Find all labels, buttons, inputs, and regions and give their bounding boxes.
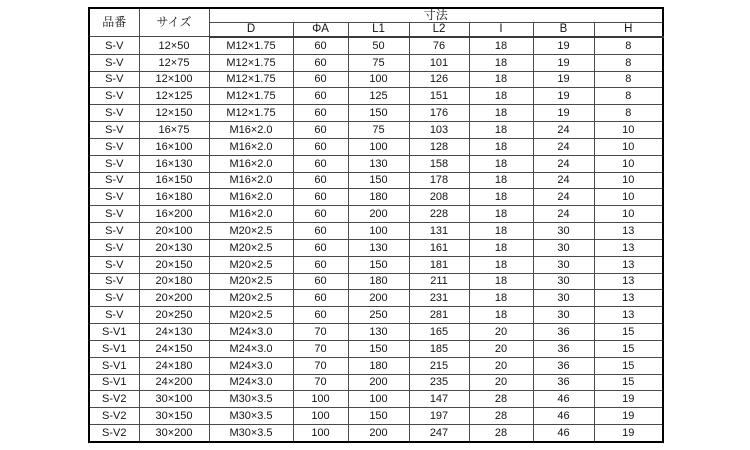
cell: 60 (293, 138, 348, 155)
cell: M20×2.5 (209, 307, 293, 324)
table-row (89, 155, 663, 172)
cell: 130 (348, 239, 409, 256)
cell: S-V (89, 138, 139, 155)
cell: 70 (293, 340, 348, 357)
cell: 13 (594, 239, 663, 256)
cell: 13 (594, 256, 663, 273)
col-header-b: B (533, 23, 594, 37)
cell: 18 (469, 54, 533, 71)
header-row-top (89, 8, 663, 23)
table-row (89, 256, 663, 273)
table-row (89, 223, 663, 240)
table-row (89, 71, 663, 88)
cell: 10 (594, 189, 663, 206)
cell: 30 (533, 290, 594, 307)
cell: 18 (469, 273, 533, 290)
cell: 150 (348, 172, 409, 189)
cell: 19 (533, 54, 594, 71)
cell: M20×2.5 (209, 256, 293, 273)
cell: 24 (533, 189, 594, 206)
cell: 18 (469, 172, 533, 189)
cell: 60 (293, 239, 348, 256)
cell: M30×3.5 (209, 408, 293, 425)
cell: 200 (348, 374, 409, 391)
cell: 16×130 (139, 155, 209, 172)
table-row (89, 408, 663, 425)
cell: 18 (469, 138, 533, 155)
cell: 8 (594, 37, 663, 54)
table-row (89, 54, 663, 71)
cell: 60 (293, 273, 348, 290)
cell: 12×50 (139, 37, 209, 54)
cell: 76 (409, 37, 469, 54)
cell: 18 (469, 256, 533, 273)
cell: 103 (409, 122, 469, 139)
cell: M16×2.0 (209, 138, 293, 155)
cell: 12×75 (139, 54, 209, 71)
cell: 18 (469, 223, 533, 240)
cell: 18 (469, 37, 533, 54)
spec-table (88, 7, 664, 443)
cell: 20×180 (139, 273, 209, 290)
table-row (89, 37, 663, 54)
table-row (89, 307, 663, 324)
cell: M20×2.5 (209, 273, 293, 290)
cell: 19 (594, 425, 663, 442)
cell: 20×200 (139, 290, 209, 307)
cell: 100 (293, 391, 348, 408)
cell: 100 (348, 391, 409, 408)
table-header (89, 8, 663, 37)
cell: 20×130 (139, 239, 209, 256)
cell: 30 (533, 223, 594, 240)
cell: 60 (293, 206, 348, 223)
col-header-dimensions-group: 寸法 (209, 8, 663, 23)
cell: 19 (533, 88, 594, 105)
cell: 178 (409, 172, 469, 189)
col-header-part-no: 品番 (89, 8, 139, 37)
cell: 60 (293, 189, 348, 206)
cell: 15 (594, 357, 663, 374)
cell: 20 (469, 357, 533, 374)
cell: 60 (293, 122, 348, 139)
cell: 281 (409, 307, 469, 324)
cell: S-V (89, 239, 139, 256)
cell: 15 (594, 324, 663, 341)
col-header-l1: L1 (348, 23, 409, 37)
cell: M16×2.0 (209, 206, 293, 223)
cell: 215 (409, 357, 469, 374)
cell: 60 (293, 71, 348, 88)
cell: 28 (469, 408, 533, 425)
table-row (89, 324, 663, 341)
cell: M12×1.75 (209, 105, 293, 122)
cell: 12×150 (139, 105, 209, 122)
cell: S-V2 (89, 425, 139, 442)
col-header-i: I (469, 23, 533, 37)
cell: 60 (293, 172, 348, 189)
cell: 130 (348, 155, 409, 172)
col-header-h: H (594, 23, 663, 37)
cell: S-V1 (89, 374, 139, 391)
table-row (89, 88, 663, 105)
cell: 24×150 (139, 340, 209, 357)
cell: 101 (409, 54, 469, 71)
table-row (89, 425, 663, 442)
cell: 30×150 (139, 408, 209, 425)
cell: 24×130 (139, 324, 209, 341)
cell: 197 (409, 408, 469, 425)
cell: 147 (409, 391, 469, 408)
cell: S-V (89, 71, 139, 88)
cell: 18 (469, 189, 533, 206)
col-header-size: サイズ (139, 8, 209, 37)
cell: S-V1 (89, 357, 139, 374)
cell: 60 (293, 88, 348, 105)
col-header-d: D (209, 23, 293, 37)
cell: S-V (89, 273, 139, 290)
table-row (89, 391, 663, 408)
cell: 20×250 (139, 307, 209, 324)
cell: 19 (533, 105, 594, 122)
cell: 185 (409, 340, 469, 357)
cell: 28 (469, 391, 533, 408)
cell: 151 (409, 88, 469, 105)
cell: 60 (293, 37, 348, 54)
cell: 18 (469, 105, 533, 122)
cell: 13 (594, 307, 663, 324)
cell: S-V (89, 223, 139, 240)
table-row (89, 172, 663, 189)
cell: 161 (409, 239, 469, 256)
cell: 158 (409, 155, 469, 172)
table-row (89, 340, 663, 357)
cell: 18 (469, 206, 533, 223)
cell: 24×200 (139, 374, 209, 391)
cell: 100 (348, 138, 409, 155)
cell: M24×3.0 (209, 357, 293, 374)
cell: 150 (348, 408, 409, 425)
cell: 247 (409, 425, 469, 442)
table-row (89, 273, 663, 290)
cell: 18 (469, 88, 533, 105)
cell: 176 (409, 105, 469, 122)
cell: 10 (594, 172, 663, 189)
cell: 60 (293, 54, 348, 71)
cell: 13 (594, 223, 663, 240)
cell: S-V (89, 122, 139, 139)
cell: 18 (469, 122, 533, 139)
cell: S-V (89, 290, 139, 307)
cell: M30×3.5 (209, 391, 293, 408)
cell: 30×200 (139, 425, 209, 442)
cell: 100 (348, 71, 409, 88)
cell: 15 (594, 374, 663, 391)
cell: 20×100 (139, 223, 209, 240)
table-body (89, 37, 663, 442)
cell: S-V (89, 37, 139, 54)
cell: 36 (533, 340, 594, 357)
cell: 19 (594, 408, 663, 425)
cell: 250 (348, 307, 409, 324)
cell: 228 (409, 206, 469, 223)
cell: 36 (533, 357, 594, 374)
cell: 24 (533, 206, 594, 223)
cell: S-V1 (89, 324, 139, 341)
cell: S-V2 (89, 408, 139, 425)
cell: M16×2.0 (209, 189, 293, 206)
cell: 100 (293, 425, 348, 442)
cell: S-V (89, 172, 139, 189)
cell: 24 (533, 155, 594, 172)
cell: 128 (409, 138, 469, 155)
cell: 60 (293, 256, 348, 273)
cell: M30×3.5 (209, 425, 293, 442)
cell: 28 (469, 425, 533, 442)
cell: 30 (533, 307, 594, 324)
cell: 70 (293, 324, 348, 341)
cell: 15 (594, 340, 663, 357)
cell: 75 (348, 122, 409, 139)
cell: 24 (533, 138, 594, 155)
cell: 8 (594, 105, 663, 122)
cell: S-V (89, 88, 139, 105)
cell: 75 (348, 54, 409, 71)
cell: 10 (594, 206, 663, 223)
cell: 19 (594, 391, 663, 408)
cell: M16×2.0 (209, 122, 293, 139)
cell: S-V (89, 307, 139, 324)
cell: 19 (533, 37, 594, 54)
cell: 16×200 (139, 206, 209, 223)
table-row (89, 290, 663, 307)
cell: 8 (594, 71, 663, 88)
cell: 180 (348, 357, 409, 374)
cell: 131 (409, 223, 469, 240)
cell: 16×180 (139, 189, 209, 206)
cell: M20×2.5 (209, 290, 293, 307)
cell: 70 (293, 357, 348, 374)
cell: 20 (469, 324, 533, 341)
cell: M24×3.0 (209, 374, 293, 391)
cell: 46 (533, 425, 594, 442)
cell: 24 (533, 122, 594, 139)
cell: M20×2.5 (209, 223, 293, 240)
cell: 30 (533, 273, 594, 290)
cell: S-V (89, 155, 139, 172)
cell: M20×2.5 (209, 239, 293, 256)
table-row (89, 189, 663, 206)
cell: 126 (409, 71, 469, 88)
cell: S-V2 (89, 391, 139, 408)
col-header-l2: L2 (409, 23, 469, 37)
table-row (89, 138, 663, 155)
col-header-phi-a: ΦA (293, 23, 348, 37)
cell: 235 (409, 374, 469, 391)
table-row (89, 374, 663, 391)
table-row (89, 105, 663, 122)
cell: 46 (533, 408, 594, 425)
cell: 60 (293, 105, 348, 122)
cell: 18 (469, 290, 533, 307)
cell: 30×100 (139, 391, 209, 408)
cell: M16×2.0 (209, 172, 293, 189)
cell: 10 (594, 122, 663, 139)
cell: 100 (293, 408, 348, 425)
table-row (89, 239, 663, 256)
cell: 125 (348, 88, 409, 105)
cell: 13 (594, 273, 663, 290)
cell: 200 (348, 290, 409, 307)
table-row (89, 206, 663, 223)
cell: 200 (348, 206, 409, 223)
cell: 8 (594, 88, 663, 105)
cell: 10 (594, 155, 663, 172)
cell: 30 (533, 256, 594, 273)
cell: 24×180 (139, 357, 209, 374)
cell: 70 (293, 374, 348, 391)
cell: 20×150 (139, 256, 209, 273)
cell: 16×150 (139, 172, 209, 189)
cell: 8 (594, 54, 663, 71)
cell: 20 (469, 374, 533, 391)
cell: 181 (409, 256, 469, 273)
cell: 18 (469, 239, 533, 256)
cell: 50 (348, 37, 409, 54)
cell: S-V (89, 54, 139, 71)
cell: S-V1 (89, 340, 139, 357)
cell: 36 (533, 324, 594, 341)
cell: 130 (348, 324, 409, 341)
cell: 18 (469, 155, 533, 172)
cell: 10 (594, 138, 663, 155)
cell: 19 (533, 71, 594, 88)
cell: 60 (293, 155, 348, 172)
cell: 16×75 (139, 122, 209, 139)
cell: 180 (348, 273, 409, 290)
cell: 200 (348, 425, 409, 442)
cell: 46 (533, 391, 594, 408)
table-row (89, 357, 663, 374)
cell: M12×1.75 (209, 54, 293, 71)
cell: 13 (594, 290, 663, 307)
cell: M12×1.75 (209, 88, 293, 105)
cell: S-V (89, 256, 139, 273)
cell: 12×125 (139, 88, 209, 105)
cell: 231 (409, 290, 469, 307)
cell: 30 (533, 239, 594, 256)
cell: 211 (409, 273, 469, 290)
cell: M12×1.75 (209, 37, 293, 54)
cell: 36 (533, 374, 594, 391)
cell: M24×3.0 (209, 340, 293, 357)
cell: 20 (469, 340, 533, 357)
cell: 150 (348, 340, 409, 357)
cell: 18 (469, 71, 533, 88)
cell: M16×2.0 (209, 155, 293, 172)
cell: 18 (469, 307, 533, 324)
cell: 150 (348, 105, 409, 122)
cell: 60 (293, 307, 348, 324)
cell: 60 (293, 290, 348, 307)
cell: 165 (409, 324, 469, 341)
cell: M24×3.0 (209, 324, 293, 341)
cell: 208 (409, 189, 469, 206)
cell: S-V (89, 189, 139, 206)
cell: 180 (348, 189, 409, 206)
cell: 24 (533, 172, 594, 189)
cell: S-V (89, 105, 139, 122)
cell: M12×1.75 (209, 71, 293, 88)
cell: S-V (89, 206, 139, 223)
cell: 100 (348, 223, 409, 240)
cell: 12×100 (139, 71, 209, 88)
cell: 60 (293, 223, 348, 240)
table-row (89, 122, 663, 139)
cell: 150 (348, 256, 409, 273)
cell: 16×100 (139, 138, 209, 155)
